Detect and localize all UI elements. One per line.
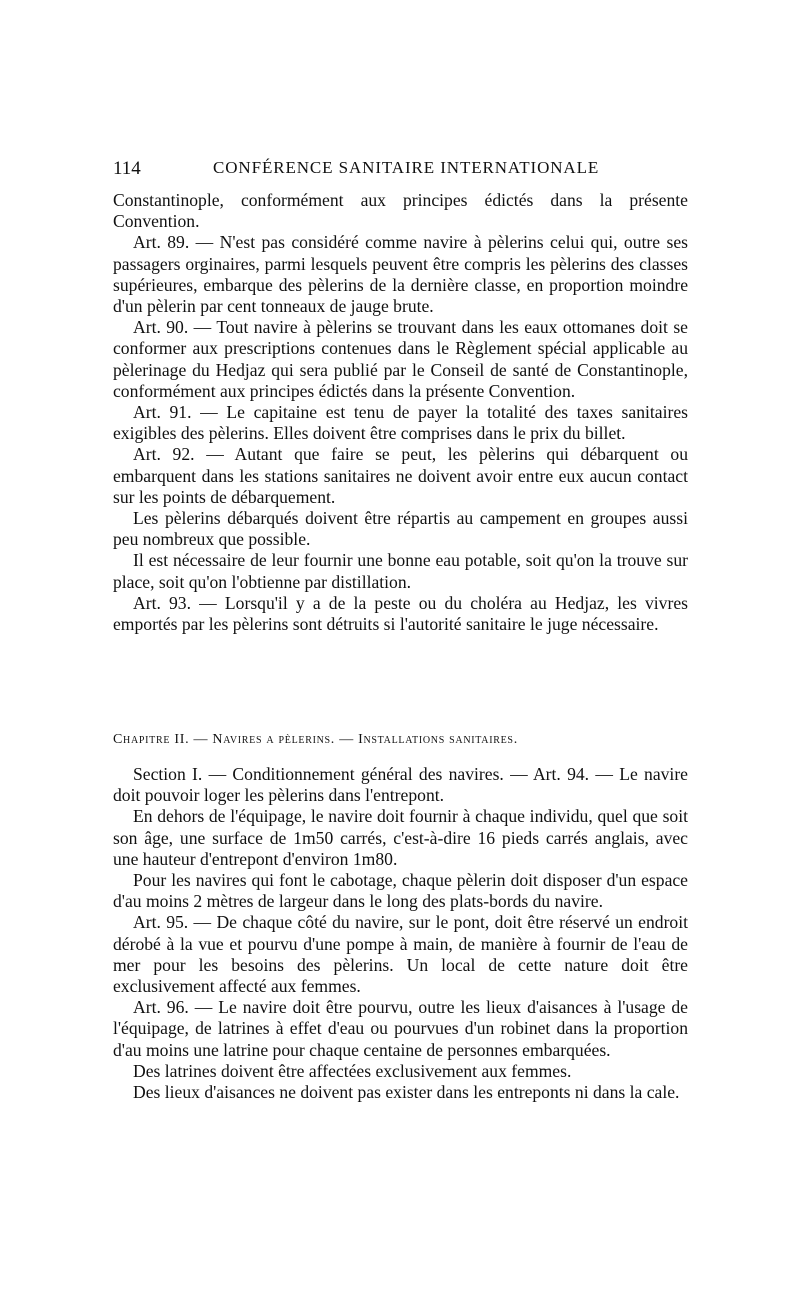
paragraph-art-94: Section I. — Conditionnement général des navires. — Art. 94. — Le navire doit pouvoir loger les pèlerins dans l'entrepont.: [113, 764, 688, 806]
paragraph-art-96: Art. 96. — Le navire doit être pourvu, outre les lieux d'aisances à l'usage de l'équipage, de latrines à effet d'eau ou pourvues d'un robinet dans la proportion d'au moins une latrine pour chaque centaine de personnes embarquées.: [113, 997, 688, 1060]
paragraph-continuation: Constantinople, conformément aux principes édictés dans la présente Convention.: [113, 190, 688, 232]
running-title: CONFÉRENCE SANITAIRE INTERNATIONALE: [213, 158, 600, 177]
paragraph-lieux-aisances: Des lieux d'aisances ne doivent pas exister dans les entreponts ni dans la cale.: [133, 1082, 680, 1103]
page-header: [113, 158, 688, 184]
paragraph-surface: En dehors de l'équipage, le navire doit fournir à chaque individu, quel que soit son âge, une surface de 1m50 carrés, c'est-à-dire 16 pieds carrés anglais, avec une hauteur d'entrepont d'environ 1m80.: [113, 806, 688, 869]
paragraph-campement: Les pèlerins débarqués doivent être répartis au campement en groupes aussi peu nombreux que possible.: [113, 508, 688, 550]
paragraph-eau-potable: Il est nécessaire de leur fournir une bonne eau potable, soit qu'on la trouve sur place, soit qu'on l'obtienne par distillation.: [113, 550, 688, 592]
paragraph-art-89: Art. 89. — N'est pas considéré comme navire à pèlerins celui qui, outre ses passagers orginaires, parmi lesquels peuvent être compris les pèlerins des classes supérieures, embarque des pèlerins de la dernière classe, en proportion moindre d'un pèlerin par cent tonneaux de jauge brute.: [113, 232, 688, 317]
chapter-section: [113, 732, 688, 1103]
paragraph-art-90: Art. 90. — Tout navire à pèlerins se trouvant dans les eaux ottomanes doit se conformer aux prescriptions contenues dans le Règlement spécial applicable au pèlerinage du Hedjaz qui sera publié par le Conseil de santé de Constantinople, conformément aux principes édictés dans la présente Convention.: [113, 317, 688, 401]
paragraph-art-92: Art. 92. — Autant que faire se peut, les pèlerins qui débarquent ou embarquent dans les stations sanitaires ne doivent avoir entre eux aucun contact sur les points de débarquement.: [113, 444, 688, 507]
paragraph-cabotage: Pour les navires qui font le cabotage, chaque pèlerin doit disposer d'un espace d'au moins 2 mètres de largeur dans le long des plats-bords du navire.: [113, 870, 688, 912]
chapter-heading: Chapitre II. — Navires a pèlerins. — Installations sanitaires.: [113, 732, 518, 747]
page-number: 114: [113, 158, 141, 179]
paragraph-art-93: Art. 93. — Lorsqu'il y a de la peste ou du choléra au Hedjaz, les vivres emportés par les pèlerins sont détruits si l'autorité sanitaire le juge nécessaire.: [113, 592, 688, 635]
paragraph-art-95: Art. 95. — De chaque côté du navire, sur le pont, doit être réservé un endroit dérobé à la vue et pourvu d'une pompe à main, de manière à fournir de l'eau de mer pour les besoins des pèlerins. Un local de cette nature doit être exclusivement affecté aux femmes.: [113, 912, 688, 997]
section-text: [113, 764, 688, 1103]
paragraph-latrines-femmes: Des latrines doivent être affectées exclusivement aux femmes.: [133, 1060, 572, 1081]
body-text: [113, 190, 688, 635]
paragraph-art-91: Art. 91. — Le capitaine est tenu de payer la totalité des taxes sanitaires exigibles des pèlerins. Elles doivent être comprises dans le prix du billet.: [113, 402, 688, 444]
